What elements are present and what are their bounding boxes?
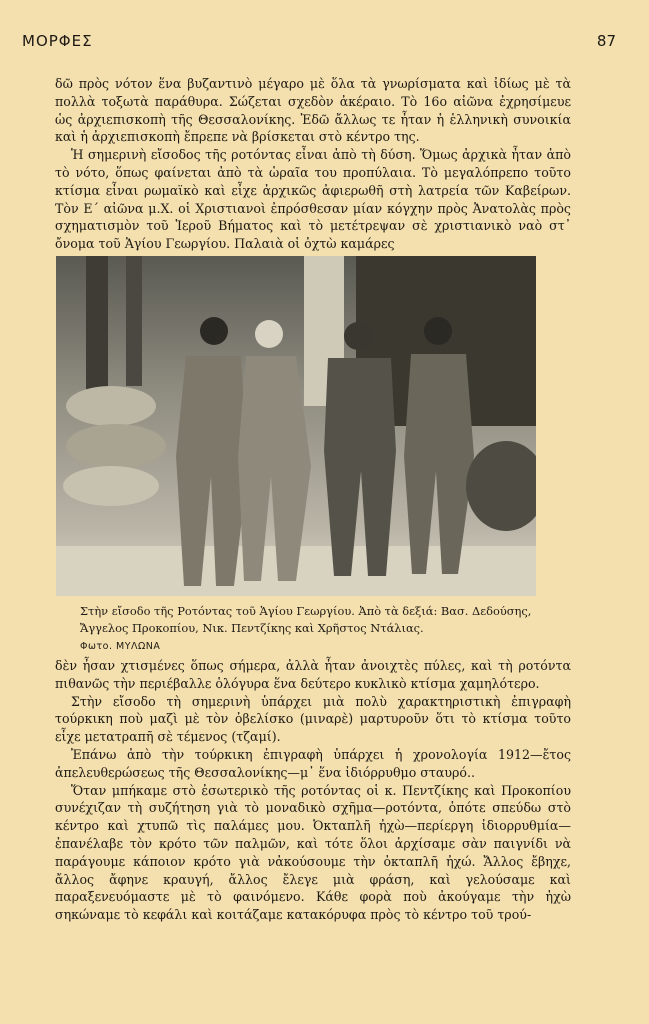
paragraph: δὲν ἦσαν χτισμένες ὅπως σήμερα, ἀλλὰ ἦταν ἀνοιχτὲς πύλες, καὶ τὴ ροτόντα πιθανῶς τὴν περιέβαλλε ὁλόγυρα ἕνα δεύτερο κυκλικὸ κτίσμα χαμηλότερο. — [55, 658, 571, 691]
stone-block — [63, 466, 159, 506]
paragraph: Ἐπάνω ἀπὸ τὴν τούρκικη ἐπιγραφὴ ὑπάρχει ἡ χρονολογία 1912—ἔτος ἀπελευθερώσεως τῆς Θεσσαλονίκης—μ᾽ ἕνα ἰδιόρρυθμο σταυρό.. — [55, 746, 571, 780]
photo-caption — [80, 603, 540, 655]
paragraph: δῶ πρὸς νότον ἕνα βυζαντινὸ μέγαρο μὲ ὅλα τὰ γνωρίσματα καὶ ἰδίως μὲ τὰ πολλὰ τοξωτὰ παράθυρα. Σώζεται σχεδὸν ἀκέραιο. Τὸ 16ο αἰῶνα ἐχρησίμευε ὡς ἀρχιεπισκοπὴ τῆς Θεσσαλονίκης. Ἐδῶ ἄλλως τε ἦταν ἡ ἑλληνικὴ συνοικία καὶ ἡ ἀρχιεπισκοπὴ ἔπρεπε νὰ βρίσκεται στὸ κέντρο της. — [55, 76, 571, 145]
photo-credit: Φωτο. ΜΥΛΩΝΑ — [80, 641, 161, 652]
paragraph: Στὴν εἴσοδο τὴ σημερινὴ ὑπάρχει μιὰ πολὺ χαρακτηριστικὴ ἐπιγραφὴ τούρκικη ποὺ μαζὶ μὲ τὸν ὀβελίσκο (μιναρὲ) μαρτυροῦν ὅτι τὸ κτίσμα τοῦτο εἶχε μετατραπῆ σὲ τέμενος (τζαμί). — [55, 693, 571, 745]
person-figure — [238, 320, 311, 581]
photo-illustration — [56, 256, 536, 596]
column — [126, 256, 142, 386]
column — [86, 256, 108, 396]
person-figure — [324, 322, 396, 576]
journal-title: ΜΟΡΦΕΣ — [22, 32, 93, 50]
stone-block — [66, 424, 166, 468]
top-text-block — [55, 75, 571, 253]
person-figure — [176, 317, 248, 586]
shrub — [466, 441, 536, 531]
person-figure — [404, 317, 474, 574]
paragraph: Ἡ σημερινὴ εἴσοδος τῆς ροτόντας εἶναι ἀπὸ τὴ δύση. Ὅμως ἀρχικὰ ἦταν ἀπὸ τὸ νότο, ὅπως φαίνεται ἀπὸ τὰ ὡραῖα του προπύλαια. Τὸ μεγαλόπρεπο τοῦτο κτίσμα εἶναι ρωμαϊκὸ καὶ εἶχε ἀρχικῶς ἀφιερωθῆ στὴ λατρεία τῶν Καβείρων. Τὸν Ε´ αἰῶνα μ.Χ. οἱ Χριστιανοὶ ἐπρόσθεσαν μίαν κόγχην πρὸς Ἀνατολὰς πρὸς σχηματισμὸν τοῦ Ἱεροῦ Βήματος καὶ τὸ μετέτρεψαν σὲ χριστιανικὸ ναὸ στ᾽ ὄνομα τοῦ Ἁγίου Γεωργίου. Παλαιὰ οἱ ὀχτὼ καμάρες — [55, 147, 571, 252]
page-number: 87 — [596, 32, 616, 50]
group-photograph — [56, 256, 536, 596]
caption-text: Στὴν εἴσοδο τῆς Ροτόντας τοῦ Ἁγίου Γεωργίου. Ἀπὸ τὰ δεξιά: Βασ. Δεδούσης, Ἄγγελος Προκοπίου, Νικ. Πεντζίκης καὶ Χρῆστος Ντάλιας. — [80, 604, 532, 635]
stone-block — [66, 386, 156, 426]
bottom-text-block — [55, 657, 571, 924]
page-header — [22, 32, 616, 52]
paragraph: Ὅταν μπήκαμε στὸ ἐσωτερικὸ τῆς ροτόντας οἱ κ. Πεντζίκης καὶ Προκοπίου συνέχιζαν τὴ συζήτηση γιὰ τὸ μοναδικὸ σχῆμα—ροτόντα, ὁπότε σπεύδω στὸ κέντρο καὶ χτυπῶ τὶς παλάμες μου. Ὀκταπλῆ ἠχὼ—περίεργη ἰδιορρυθμία—ἐπανέλαβε τὸν κρότο τῶν παλμῶν, καὶ τότε ὅλοι ἀρχίσαμε σὰν παιγνίδι νὰ παράγουμε κάποιον κρότο γιὰ νἀκούσουμε τὴν ὀκταπλῆ ἠχώ. Ἄλλος ἔβηχε, ἄλλος ἄφηνε κραυγή, ἄλλος ἔλεγε μιὰ φράση, καὶ γελούσαμε καὶ παραξενευόμαστε μὲ τὸ φαινόμενο. Κάθε φορὰ ποὺ ἀκούγαμε τὴν ἠχὼ σηκώναμε τὸ κεφάλι καὶ κοιτάζαμε κατακόρυφα πρὸς τὸ κέντρο τοῦ τρού- — [55, 782, 571, 923]
